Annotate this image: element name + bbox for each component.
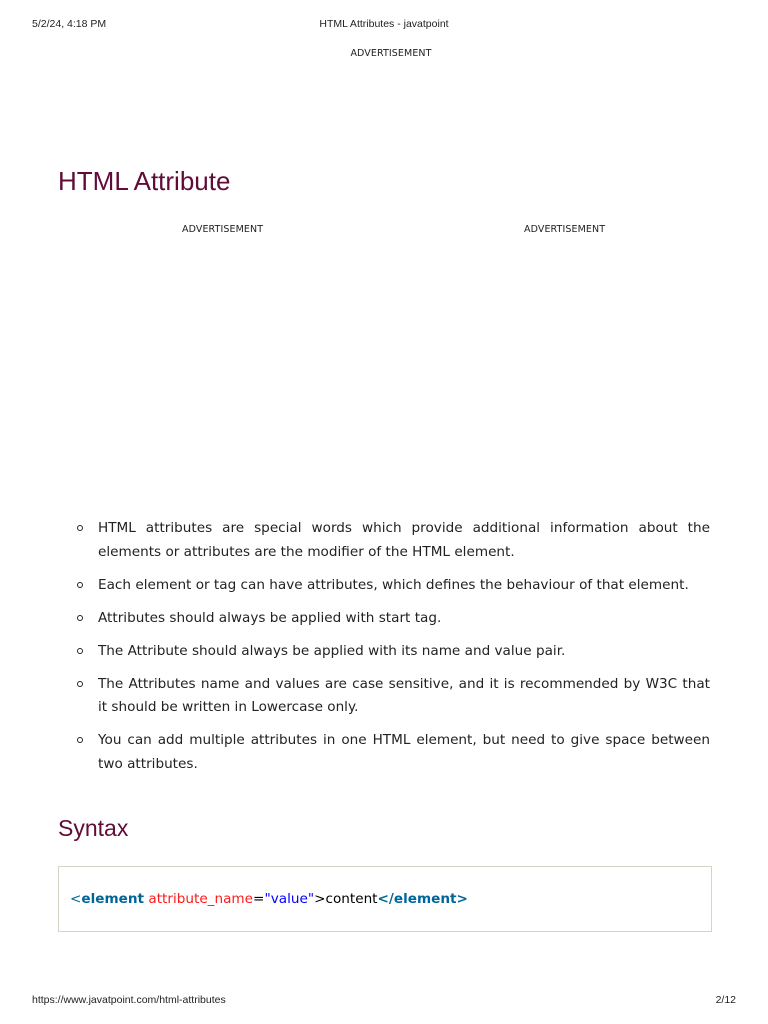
advertisement-label-top: ADVERTISEMENT <box>350 48 432 59</box>
attribute-facts-list <box>76 517 710 786</box>
circle-bullet-icon <box>77 525 83 531</box>
advertisement-label-right: ADVERTISEMENT <box>524 224 606 235</box>
code-end-close: > <box>456 891 468 907</box>
circle-bullet-icon <box>77 737 83 743</box>
list-item <box>76 574 710 598</box>
code-attribute-value: "value" <box>264 891 315 907</box>
list-item <box>76 640 710 664</box>
code-content: content <box>325 891 378 907</box>
code-equals: = <box>253 891 265 907</box>
list-item <box>76 729 710 776</box>
circle-bullet-icon <box>77 615 83 621</box>
code-attribute-name: attribute_name <box>148 891 254 907</box>
list-item-text: HTML attributes are special words which provide additional information about the elements or attributes are the modifier of the HTML element. <box>98 520 710 560</box>
code-close-bracket: > <box>314 891 326 907</box>
syntax-heading: Syntax <box>58 815 129 841</box>
print-footer-page-number: 2/12 <box>715 994 736 1006</box>
syntax-code-block <box>58 866 712 932</box>
list-item-text: The Attributes name and values are case sensitive, and it is recommended by W3C that it should be written in Lowercase only. <box>98 675 710 715</box>
code-end-tag-name: element <box>393 891 457 907</box>
circle-bullet-icon <box>77 648 83 654</box>
page-title: HTML Attribute <box>58 166 231 196</box>
list-item <box>76 673 710 720</box>
code-open-bracket: < <box>70 891 82 907</box>
advertisement-label-left: ADVERTISEMENT <box>182 224 264 235</box>
circle-bullet-icon <box>77 582 83 588</box>
code-tag-name: element <box>81 891 145 907</box>
list-item-text: Attributes should always be applied with start tag. <box>98 609 442 626</box>
print-footer-url: https://www.javatpoint.com/html-attributes <box>32 994 226 1006</box>
code-end-open: </ <box>377 891 394 907</box>
list-item-text: Each element or tag can have attributes, which defines the behaviour of that element. <box>98 576 689 593</box>
list-item <box>76 607 710 631</box>
code-line <box>70 891 468 907</box>
print-header-title: HTML Attributes - javatpoint <box>319 18 449 30</box>
circle-bullet-icon <box>77 681 83 687</box>
list-item <box>76 517 710 564</box>
list-item-text: The Attribute should always be applied with its name and value pair. <box>98 642 566 659</box>
print-header-datetime: 5/2/24, 4:18 PM <box>32 18 107 30</box>
list-item-text: You can add multiple attributes in one HTML element, but need to give space between two attributes. <box>98 732 710 772</box>
